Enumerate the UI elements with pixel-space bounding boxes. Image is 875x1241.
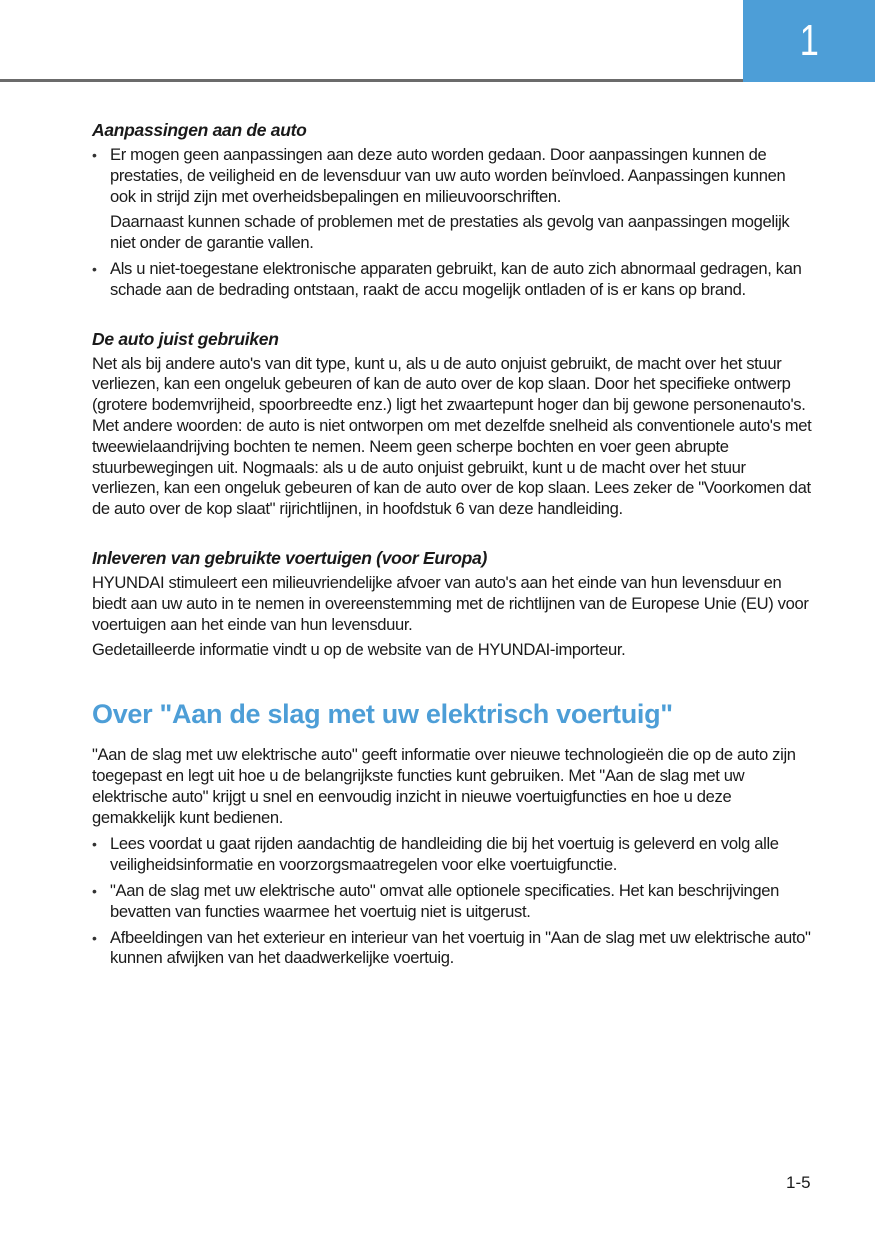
paragraph: HYUNDAI stimuleert een milieuvriendelijke afvoer van auto's aan het einde van hun levensduur en biedt aan uw auto in te nemen in overeenstemming met de richtlijnen van de Europese Unie (EU) voor voertuigen aan het einde van hun levensduur. (92, 572, 809, 634)
list-item (92, 259, 814, 301)
paragraph: Gedetailleerde informatie vindt u op de website van de HYUNDAI-importeur. (92, 640, 626, 660)
list-item-text: • "Aan de slag met uw elektrische auto" omvat alle optionele specificaties. Het kan beschrijvingen bevatten van functies waarmee het voertuig niet is uitgerust. (110, 880, 780, 921)
chapter-number: 1 (799, 16, 819, 65)
list-item-continuation: Daarnaast kunnen schade of problemen met de prestaties als gevolg van aanpassingen mogelijk niet onder de garantie vallen. (110, 212, 790, 253)
list-item-text: • Als u niet-toegestane elektronische apparaten gebruikt, kan de auto zich abnormaal gedragen, kan schade aan de bedrading ontstaan, raakt de accu mogelijk ontladen of is er kans op brand. (110, 258, 802, 299)
list-item (92, 928, 814, 970)
section-heading: Inleveren van gebruikte voertuigen (voor Europa) (92, 547, 487, 568)
list-item (92, 834, 814, 876)
list-item (92, 145, 814, 254)
section-heading: De auto juist gebruiken (92, 328, 279, 349)
header-rule (0, 79, 743, 82)
page-number: 1-5 (786, 1173, 811, 1192)
main-bullet-list (92, 834, 814, 969)
paragraph: Net als bij andere auto's van dit type, kunt u, als u de auto onjuist gebruikt, de macht over het stuur verliezen, kan een ongeluk gebeuren of kan de auto over de kop slaan. Door het specifieke ontwerp (grotere bodemvrijheid, spoorbreedte enz.) ligt het zwaartepunt hoger dan bij gewone personenauto's. Met andere woorden: de auto is niet ontworpen om met dezelfde snelheid als conventionele auto's met tweewielaandrijving bochten te nemen. Neem geen scherpe bochten en voer geen abrupte stuurbewegingen uit. Nogmaals: als u de auto onjuist gebruikt, kunt u de macht over het stuur verliezen, kan een ongeluk gebeuren of kan de auto over de kop slaan. Lees zeker de "Voorkomen dat de auto over de kop slaat" rijrichtlijnen, in hoofdstuk 6 van deze handleiding. (92, 353, 812, 519)
bullet-list (92, 145, 814, 301)
chapter-tab (743, 0, 875, 82)
section-heading: Aanpassingen aan de auto (92, 120, 307, 140)
section-modifications (92, 118, 814, 301)
list-item-text: • Lees voordat u gaat rijden aandachtig de handleiding die bij het voertuig is geleverd en volg alle veiligheidsinformatie en voorzorgsmaatregelen voor elke voertuigfunctie. (110, 834, 779, 875)
list-item (92, 881, 814, 923)
list-item-text: • Afbeeldingen van het exterieur en interieur van het voertuig in "Aan de slag met uw elektrische auto" kunnen afwijken van het daadwerkelijke voertuig. (110, 927, 811, 968)
list-item-text: • Er mogen geen aanpassingen aan deze auto worden gedaan. Door aanpassingen kunnen de prestaties, de veiligheid en de levensduur van uw auto worden beïnvloed. Aanpassingen kunnen ook in strijd zijn met overheidsbepalingen en milieuvoorschriften. (110, 145, 786, 206)
page-content (92, 118, 814, 974)
section-correct-use (92, 327, 814, 520)
section-vehicle-return (92, 546, 814, 661)
main-section-intro: "Aan de slag met uw elektrische auto" geeft informatie over nieuwe technologieën die op de auto zijn toegepast en legt uit hoe u de belangrijkste functies kunt gebruiken. Met "Aan de slag met uw elektrische auto" krijgt u snel en eenvoudig inzicht in nieuwe voertuigfuncties en hoe u deze gemakkelijk kunt bedienen. (92, 745, 796, 827)
main-section-title: Over "Aan de slag met uw elektrisch voertuig" (92, 699, 673, 730)
